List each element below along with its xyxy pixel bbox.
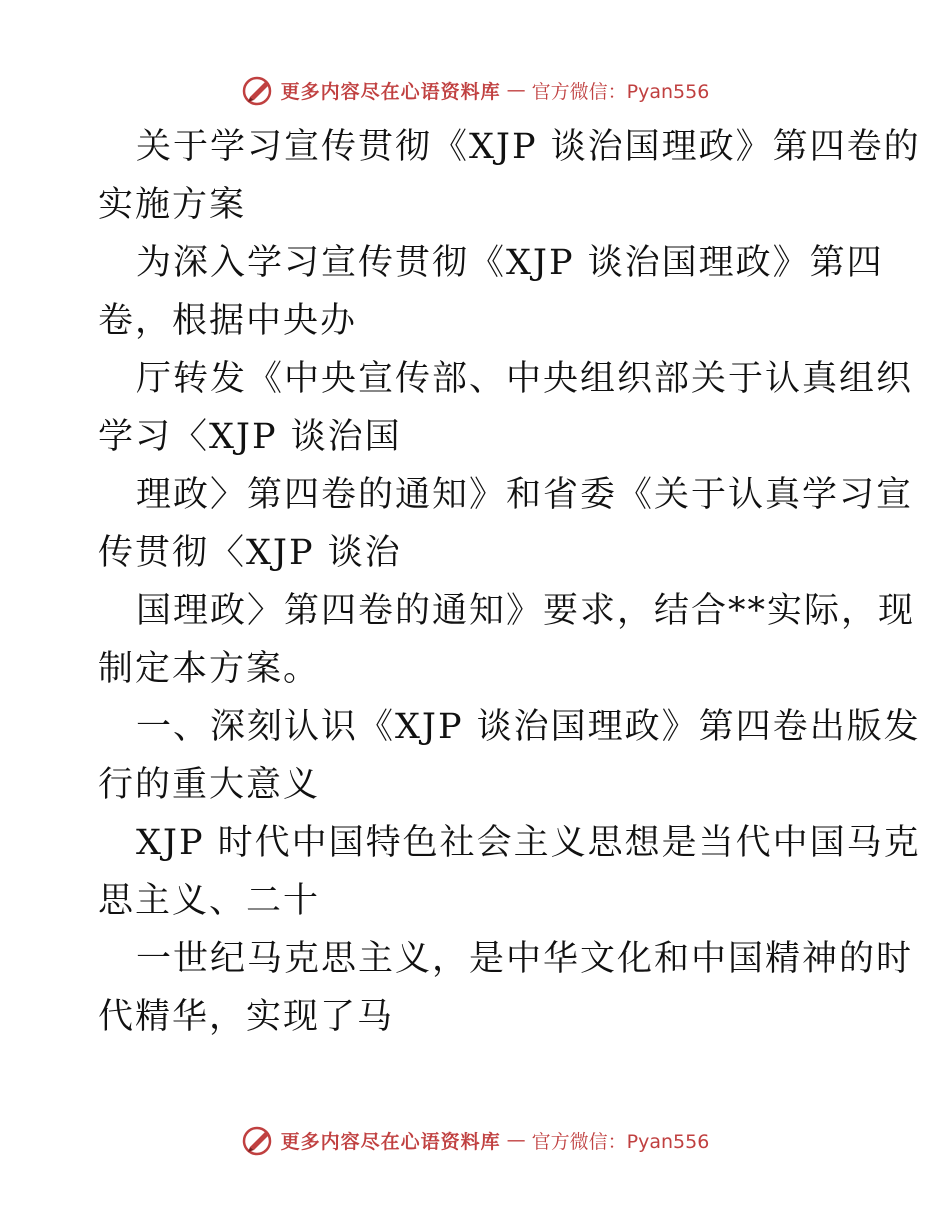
body-line-6: 学习〈XJP 谈治国 (98, 417, 402, 457)
pen-logo-icon (241, 73, 275, 107)
body-line-2: 实施方案 (98, 185, 247, 225)
body-line-8: 传贯彻〈XJP 谈治 (98, 533, 402, 573)
body-line-10: 制定本方案。 (98, 649, 321, 689)
pen-logo-icon (241, 1123, 275, 1157)
body-line-13: XJP 时代中国特色社会主义思想是当代中国马克 (136, 823, 921, 863)
body-line-9: 国理政〉第四卷的通知》要求，结合**实际，现 (136, 591, 916, 631)
banner-separator: — (506, 79, 526, 101)
body-line-4: 卷，根据中央办 (98, 301, 358, 341)
body-line-11: 一、深刻认识《XJP 谈治国理政》第四卷出版发 (136, 707, 921, 747)
body-line-12: 行的重大意义 (98, 765, 321, 805)
header-watermark-banner (0, 70, 950, 110)
footer-watermark-banner (0, 1120, 950, 1160)
body-line-14: 思主义、二十 (98, 881, 321, 921)
body-line-1: 关于学习宣传贯彻《XJP 谈治国理政》第四卷的 (136, 127, 921, 167)
banner-text: 更多内容尽在心语资料库 (280, 1130, 501, 1153)
banner-wechat: 官方微信：Pyan556 (531, 80, 710, 103)
body-line-7: 理政〉第四卷的通知》和省委《关于认真学习宣 (136, 475, 914, 515)
banner-wechat: 官方微信：Pyan556 (531, 1130, 710, 1153)
body-line-5: 厅转发《中央宣传部、中央组织部关于认真组织 (136, 359, 914, 399)
banner-text: 更多内容尽在心语资料库 (280, 80, 501, 103)
body-line-16: 代精华，实现了马 (98, 997, 395, 1037)
body-line-3: 为深入学习宣传贯彻《XJP 谈治国理政》第四 (136, 243, 884, 283)
banner-separator: — (506, 1129, 526, 1151)
document-body (98, 118, 921, 1046)
body-line-15: 一世纪马克思主义，是中华文化和中国精神的时 (136, 939, 914, 979)
